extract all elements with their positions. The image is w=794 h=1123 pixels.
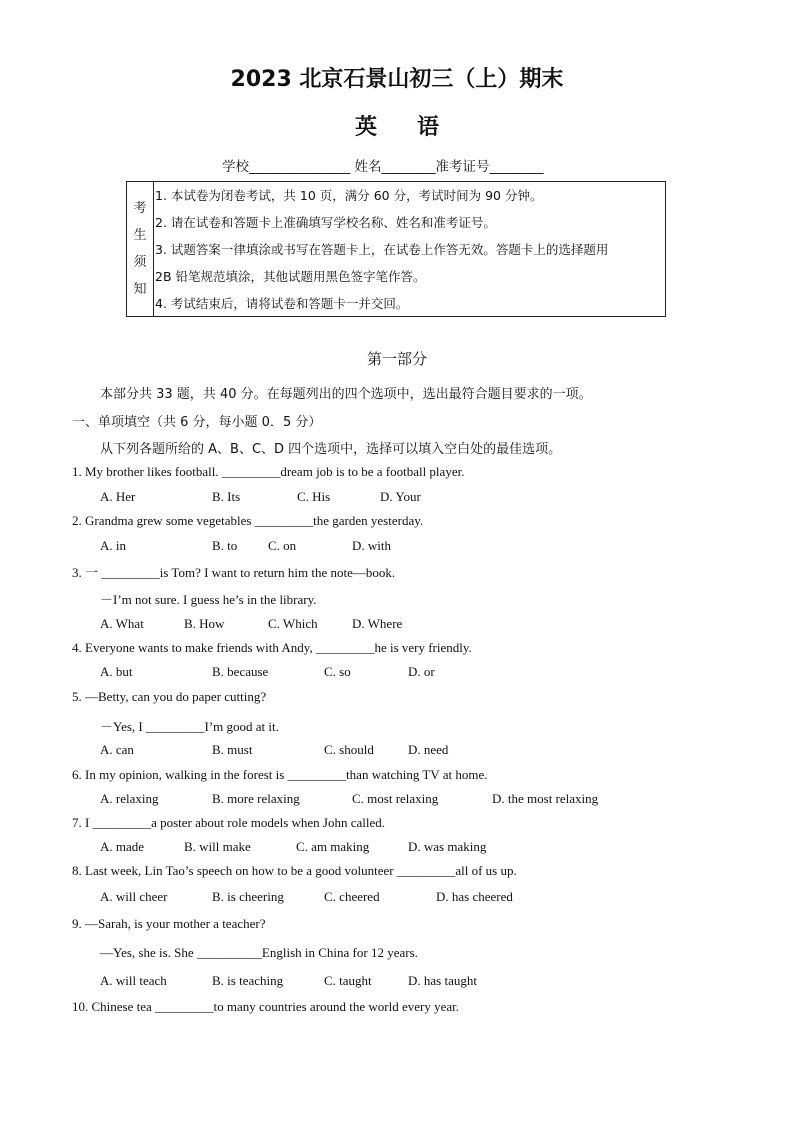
part-intro: 本部分共 33 题，共 40 分。在每题列出的四个选项中，选出最符合题目要求的一项。: [100, 387, 592, 402]
option-d: D. the most relaxing: [492, 791, 599, 806]
option-b: B. must: [212, 742, 253, 757]
option-a: A. What: [100, 616, 144, 631]
question-stem: 4. Everyone wants to make friends with Andy, _________he is very friendly.: [72, 640, 472, 655]
notice-item: 3. 试题答案一律填涂或书写在答题卡上，在试卷上作答无效。答题卡上的选择题用: [155, 242, 609, 257]
school-blank: _______________: [249, 159, 351, 175]
question-stem: 6. In my opinion, walking in the forest is _________than watching TV at home.: [72, 767, 488, 782]
option-b: B. How: [184, 616, 225, 631]
exam-id-label: 准考证号: [435, 159, 490, 175]
option-a: A. can: [100, 742, 134, 757]
option-b: B. because: [212, 664, 269, 679]
option-c: C. Which: [268, 616, 318, 631]
question-stem: 7. I _________a poster about role models when John called.: [72, 815, 386, 830]
option-c: C. His: [297, 489, 331, 504]
notice-label-char: 生: [133, 228, 147, 243]
notice-item: 4. 考试结束后，请将试卷和答题卡一并交回。: [155, 296, 409, 311]
option-c: C. on: [268, 538, 297, 553]
question-stem: 9. —Sarah, is your mother a teacher?: [72, 916, 266, 931]
question-response: －I’m not sure. I guess he’s in the library.: [100, 592, 317, 607]
notice-item: 2B 铅笔规范填涂，其他试题用黑色签字笔作答。: [155, 269, 426, 284]
school-label: 学校: [222, 159, 249, 175]
student-info-line: [222, 155, 544, 175]
notice-items: [155, 182, 661, 317]
option-d: D. has cheered: [436, 889, 513, 904]
option-d: D. Your: [380, 489, 421, 504]
option-d: D. with: [352, 538, 391, 553]
name-blank: ________: [381, 159, 436, 175]
option-a: A. relaxing: [100, 791, 159, 806]
option-c: C. cheered: [324, 889, 380, 904]
option-d: D. or: [408, 664, 435, 679]
option-b: B. more relaxing: [212, 791, 300, 806]
page-title: 2023 北京石景山初三（上）期末: [230, 67, 564, 92]
option-a: A. in: [100, 538, 126, 553]
option-b: B. is teaching: [212, 973, 284, 988]
option-b: B. will make: [184, 839, 251, 854]
option-b: B. to: [212, 538, 238, 553]
question-stem: 10. Chinese tea _________to many countries around the world every year.: [72, 999, 460, 1014]
option-b: B. Its: [212, 489, 241, 504]
option-c: C. am making: [296, 839, 370, 854]
option-d: D. need: [408, 742, 449, 757]
notice-label-char: 考: [133, 201, 147, 216]
notice-label-char: 知: [133, 282, 147, 297]
notice-label: [127, 182, 154, 316]
question-stem: 5. —Betty, can you do paper cutting?: [72, 689, 267, 704]
section-heading: 一、单项填空（共 6 分，每小题 0．5 分）: [72, 415, 322, 430]
option-a: A. will cheer: [100, 889, 168, 904]
option-c: C. should: [324, 742, 374, 757]
question-response: —Yes, she is. She __________English in China for 12 years.: [100, 945, 418, 960]
option-a: A. made: [100, 839, 145, 854]
exam-notice-box: [126, 181, 666, 317]
subject-title: 英语: [354, 115, 479, 140]
option-d: D. was making: [408, 839, 487, 854]
option-d: D. has taught: [408, 973, 477, 988]
option-a: A. but: [100, 664, 133, 679]
part-title: 第一部分: [366, 350, 427, 368]
option-c: C. so: [324, 664, 351, 679]
exam-id-blank: ________: [489, 159, 544, 175]
option-a: A. Her: [100, 489, 136, 504]
option-a: A. will teach: [100, 973, 167, 988]
question-stem: 2. Grandma grew some vegetables _________the garden yesterday.: [72, 513, 424, 528]
option-d: D. Where: [352, 616, 403, 631]
notice-item: 1. 本试卷为闭卷考试，共 10 页，满分 60 分，考试时间为 90 分钟。: [155, 188, 543, 203]
notice-label-char: 须: [133, 255, 147, 270]
option-b: B. is cheering: [212, 889, 284, 904]
option-c: C. taught: [324, 973, 372, 988]
question-stem: 1. My brother likes football. _________dream job is to be a football player.: [72, 464, 465, 479]
name-label: 姓名: [354, 159, 382, 175]
question-response: －Yes, I _________I’m good at it.: [100, 719, 279, 734]
question-stem: 3. 一 _________is Tom? I want to return him the note—book.: [72, 565, 396, 580]
question-stem: 8. Last week, Lin Tao’s speech on how to be a good volunteer _________all of us up.: [72, 863, 517, 878]
section-instruction: 从下列各题所给的 A、B、C、D 四个选项中，选择可以填入空白处的最佳选项。: [100, 442, 562, 457]
notice-item: 2. 请在试卷和答题卡上准确填写学校名称、姓名和准考证号。: [155, 215, 496, 230]
option-c: C. most relaxing: [352, 791, 439, 806]
